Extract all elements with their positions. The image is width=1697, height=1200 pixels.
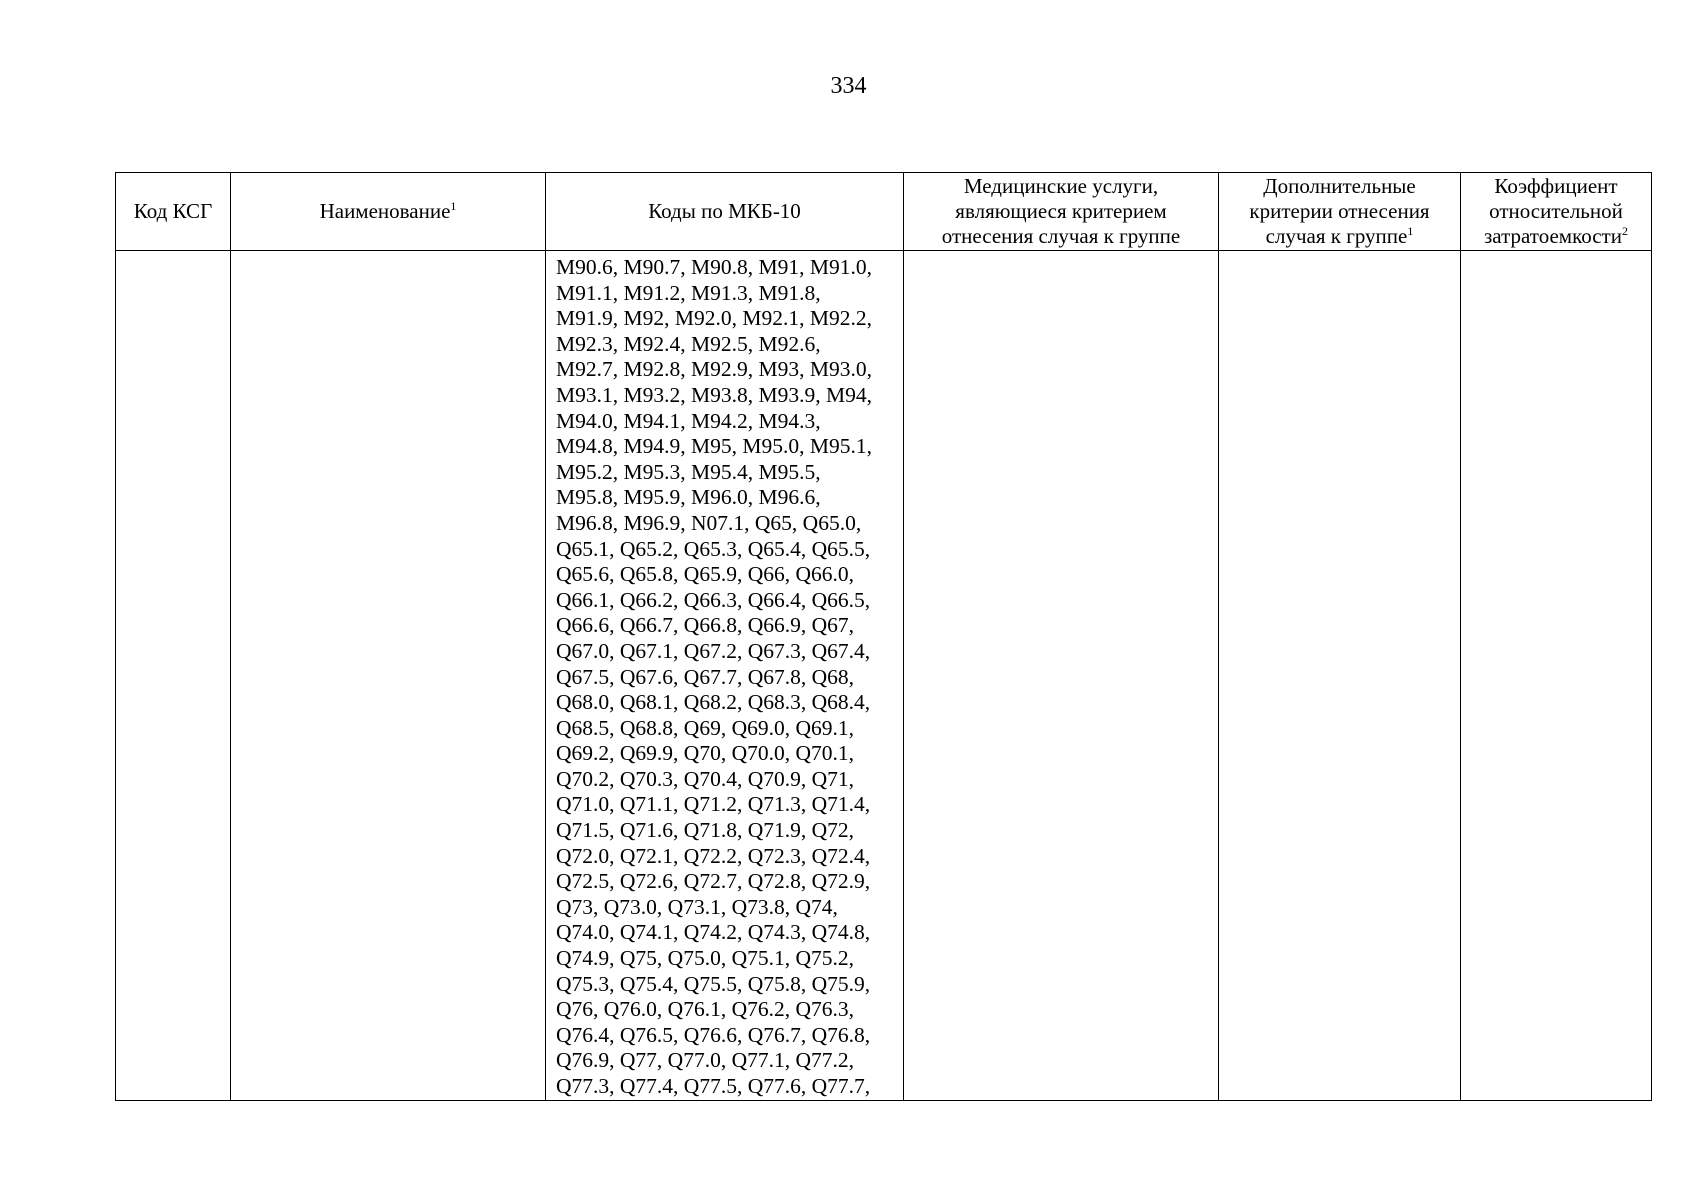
mkb-code-line: Q68.5, Q68.8, Q69, Q69.0, Q69.1, (556, 715, 855, 740)
table-row (116, 251, 1652, 1101)
mkb-code-line: M94.8, M94.9, M95, M95.0, M95.1, (556, 434, 872, 459)
mkb-code-line: Q65.6, Q65.8, Q65.9, Q66, Q66.0, (556, 562, 855, 587)
header-ksg-code: Код КСГ (116, 173, 231, 251)
mkb-code-line: Q68.0, Q68.1, Q68.2, Q68.3, Q68.4, (556, 690, 871, 715)
header-medical-services: Медицинские услуги, являющиеся критерием отнесения случая к группе (904, 173, 1219, 251)
mkb-code-line: Q67.5, Q67.6, Q67.7, Q67.8, Q68, (556, 664, 855, 689)
mkb-code-line: Q74.9, Q75, Q75.0, Q75.1, Q75.2, (556, 946, 855, 971)
mkb-code-line: Q73, Q73.0, Q73.1, Q73.8, Q74, (556, 894, 838, 919)
cell-medical-services (904, 251, 1219, 1101)
mkb-code-line: M92.3, M92.4, M92.5, M92.6, (556, 331, 821, 356)
mkb-code-line: Q71.5, Q71.6, Q71.8, Q71.9, Q72, (556, 818, 855, 843)
mkb-code-line: Q67.0, Q67.1, Q67.2, Q67.3, Q67.4, (556, 638, 871, 663)
ksg-table (115, 172, 1652, 1101)
mkb-codes-list (546, 251, 903, 1100)
mkb-code-line: Q66.1, Q66.2, Q66.3, Q66.4, Q66.5, (556, 587, 871, 612)
mkb-code-line: Q66.6, Q66.7, Q66.8, Q66.9, Q67, (556, 613, 855, 638)
mkb-code-line: M94.0, M94.1, M94.2, M94.3, (556, 408, 821, 433)
mkb-code-line: M92.7, M92.8, M92.9, M93, M93.0, (556, 357, 872, 382)
header-coefficient: Коэффициент относительной затратоемкости$^2$ (1461, 173, 1652, 251)
mkb-code-line: Q69.2, Q69.9, Q70, Q70.0, Q70.1, (556, 741, 855, 766)
mkb-code-line: M90.6, M90.7, M90.8, M91, M91.0, (556, 255, 872, 279)
mkb-code-line: M93.1, M93.2, M93.8, M93.9, M94, (556, 382, 872, 407)
page-number: 334 (830, 73, 867, 99)
mkb-code-line: M91.9, M92, M92.0, M92.1, M92.2, (556, 306, 872, 331)
mkb-code-line: Q70.2, Q70.3, Q70.4, Q70.9, Q71, (556, 766, 855, 791)
mkb-code-line: Q77.3, Q77.4, Q77.5, Q77.6, Q77.7, (556, 1074, 871, 1098)
cell-additional-criteria (1219, 251, 1461, 1101)
mkb-code-line: M95.8, M95.9, M96.0, M96.6, (556, 485, 821, 510)
mkb-code-line: M91.1, M91.2, M91.3, M91.8, (556, 280, 821, 305)
header-additional-criteria: Дополнительные критерии отнесения случая к группе$^1$ (1219, 173, 1461, 251)
mkb-code-line: Q65.1, Q65.2, Q65.3, Q65.4, Q65.5, (556, 536, 871, 561)
cell-coefficient (1461, 251, 1652, 1101)
header-mkb-codes: Коды по МКБ-10 (546, 173, 904, 251)
mkb-code-line: Q76.4, Q76.5, Q76.6, Q76.7, Q76.8, (556, 1022, 871, 1047)
cell-mkb-codes (546, 251, 904, 1101)
table-header-row (116, 173, 1652, 251)
mkb-code-line: M96.8, M96.9, N07.1, Q65, Q65.0, (556, 510, 862, 535)
cell-name (231, 251, 546, 1101)
header-name: Наименование$^1$ (231, 173, 546, 251)
mkb-code-line: Q75.3, Q75.4, Q75.5, Q75.8, Q75.9, (556, 971, 871, 996)
mkb-code-line: M95.2, M95.3, M95.4, M95.5, (556, 459, 821, 484)
mkb-code-line: Q74.0, Q74.1, Q74.2, Q74.3, Q74.8, (556, 920, 871, 945)
mkb-code-line: Q76.9, Q77, Q77.0, Q77.1, Q77.2, (556, 1048, 855, 1073)
mkb-code-line: Q71.0, Q71.1, Q71.2, Q71.3, Q71.4, (556, 792, 871, 817)
mkb-code-line: Q76, Q76.0, Q76.1, Q76.2, Q76.3, (556, 997, 855, 1022)
cell-ksg-code (116, 251, 231, 1101)
mkb-code-line: Q72.0, Q72.1, Q72.2, Q72.3, Q72.4, (556, 843, 871, 868)
mkb-code-line: Q72.5, Q72.6, Q72.7, Q72.8, Q72.9, (556, 869, 871, 894)
